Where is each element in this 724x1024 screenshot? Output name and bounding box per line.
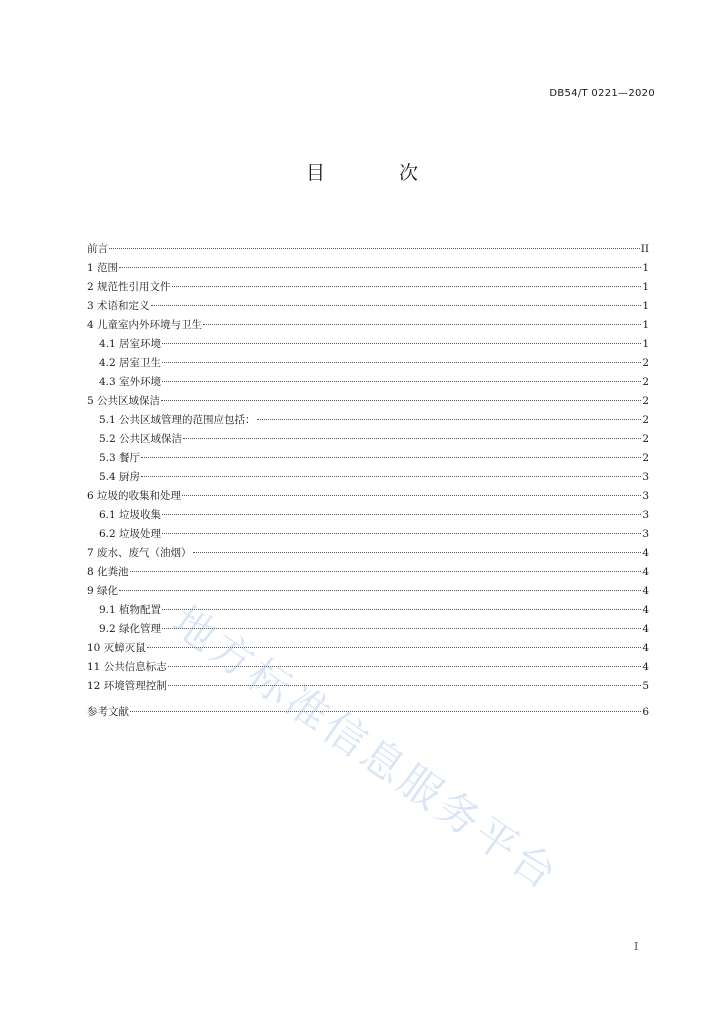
toc-entry-label: 6 垃圾的收集和处理 (87, 490, 182, 502)
toc-entry[interactable] (87, 392, 649, 411)
toc-entry-page: 1 (642, 281, 649, 293)
toc-entry-label: 5.1 公共区域管理的范围应包括： (99, 414, 256, 426)
toc-entry[interactable] (87, 411, 649, 430)
toc-entry[interactable] (87, 430, 649, 449)
toc-entry-page: 5 (642, 680, 649, 692)
toc-entry[interactable] (87, 506, 649, 525)
toc-entry-page: 3 (642, 471, 649, 483)
table-of-contents (87, 240, 649, 722)
toc-entry[interactable] (87, 563, 649, 582)
toc-entry-label: 7 废水、废气（油烟） (87, 547, 192, 559)
dot-leader (162, 381, 641, 382)
dot-leader (141, 457, 641, 458)
toc-entry-label: 5.2 公共区域保洁 (99, 433, 183, 445)
toc-entry[interactable] (87, 468, 649, 487)
toc-entry-page: 3 (642, 509, 649, 521)
toc-entry[interactable] (87, 582, 649, 601)
toc-entry-label: 11 公共信息标志 (87, 661, 167, 673)
toc-entry-page: 4 (642, 585, 649, 597)
toc-entry[interactable] (87, 487, 649, 506)
dot-leader (183, 438, 641, 439)
toc-entry-label: 4 儿童室内外环境与卫生 (87, 319, 203, 331)
toc-entry-page: 4 (642, 642, 649, 654)
dot-leader (162, 533, 641, 534)
toc-entry-label: 6.2 垃圾处理 (99, 528, 162, 540)
toc-entry[interactable] (87, 259, 649, 278)
toc-entry-label: 1 范围 (87, 262, 119, 274)
toc-entry-page: 4 (642, 661, 649, 673)
toc-entry[interactable] (87, 449, 649, 468)
toc-entry[interactable] (87, 658, 649, 677)
dot-leader (182, 495, 641, 496)
toc-entry-label: 5 公共区域保洁 (87, 395, 161, 407)
toc-entry[interactable] (87, 544, 649, 563)
toc-entry-label: 9.2 绿化管理 (99, 623, 162, 635)
watermark: 地方标准信息服务平台 (163, 596, 569, 901)
toc-entry-label: 12 环境管理控制 (87, 680, 167, 692)
dot-leader (203, 324, 641, 325)
dot-leader (119, 267, 641, 268)
page-number: I (634, 940, 639, 953)
toc-entry-label: 8 化粪池 (87, 566, 129, 578)
toc-entry[interactable] (87, 373, 649, 392)
dot-leader (130, 711, 641, 712)
toc-entry[interactable] (87, 278, 649, 297)
dot-leader (162, 362, 641, 363)
toc-entry-page: 4 (642, 604, 649, 616)
toc-entry-page: 2 (642, 452, 649, 464)
toc-entry-label: 5.3 餐厅 (99, 452, 141, 464)
toc-entry-page: 2 (642, 395, 649, 407)
toc-entry-page: 1 (642, 319, 649, 331)
toc-entry[interactable] (87, 525, 649, 544)
dot-leader (257, 419, 642, 420)
dot-leader (162, 609, 641, 610)
toc-entry-page: 3 (642, 528, 649, 540)
toc-entry-page: 4 (642, 623, 649, 635)
dot-leader (161, 400, 641, 401)
toc-entry-label: 2 规范性引用文件 (87, 281, 171, 293)
toc-entry-label: 4.1 居室环境 (99, 338, 162, 350)
toc-entry-label: 5.4 厨房 (99, 471, 141, 483)
toc-entry-label: 4.3 室外环境 (99, 376, 162, 388)
toc-entry-page: 6 (642, 706, 649, 718)
dot-leader (172, 286, 642, 287)
toc-entry-page: 4 (642, 566, 649, 578)
dot-leader (162, 343, 641, 344)
toc-entry-page: 2 (642, 433, 649, 445)
dot-leader (141, 476, 641, 477)
dot-leader (109, 248, 640, 249)
toc-entry-page: 1 (642, 262, 649, 274)
toc-entry-label: 参考文献 (87, 706, 129, 718)
page-title: 目 次 (305, 162, 453, 184)
toc-entry-label: 4.2 居室卫生 (99, 357, 162, 369)
document-code: DB54/T 0221—2020 (549, 88, 655, 99)
toc-entry[interactable] (87, 601, 649, 620)
toc-entry-label: 10 灭蟑灭鼠 (87, 642, 146, 654)
toc-entry-label: 9.1 植物配置 (99, 604, 162, 616)
toc-entry-page: 1 (642, 300, 649, 312)
toc-entry[interactable] (87, 354, 649, 373)
toc-entry-label: 9 绿化 (87, 585, 119, 597)
toc-entry[interactable] (87, 297, 649, 316)
toc-entry-label: 前言 (87, 243, 108, 255)
toc-entry-page: 1 (642, 338, 649, 350)
dot-leader (162, 514, 641, 515)
toc-entry[interactable] (87, 316, 649, 335)
toc-entry-label: 3 术语和定义 (87, 300, 150, 312)
toc-entry-page: 2 (642, 357, 649, 369)
toc-entry-page: 4 (642, 547, 649, 559)
toc-entry-page: 2 (642, 376, 649, 388)
toc-entry-page: 2 (642, 414, 649, 426)
toc-entry-label: 6.1 垃圾收集 (99, 509, 162, 521)
dot-leader (130, 571, 642, 572)
toc-entry-page: II (640, 243, 649, 255)
dot-leader (151, 305, 642, 306)
toc-entry[interactable] (87, 677, 649, 696)
toc-entry[interactable] (87, 335, 649, 354)
toc-entry[interactable] (87, 240, 649, 259)
dot-leader (193, 552, 642, 553)
toc-entry-page: 3 (642, 490, 649, 502)
